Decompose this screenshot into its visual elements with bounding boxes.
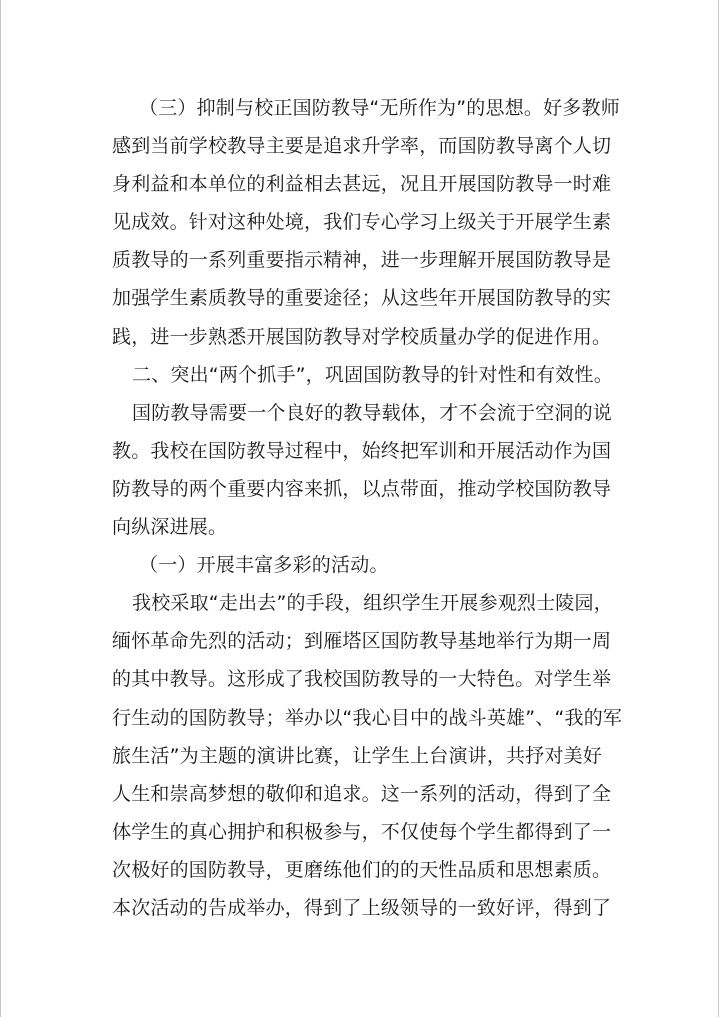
text-line: 感到当前学校教导主要是追求升学率，而国防教导离个人切 <box>112 135 612 158</box>
text-line: 缅怀革命先烈的活动；到雁塔区国防教导基地举行为期一周 <box>112 630 612 653</box>
text-line: 本次活动的告成举办，得到了上级领导的一致好评，得到了 <box>112 896 612 919</box>
text-line: 加强学生素质教导的重要途径；从这些年开展国防教导的实 <box>112 287 612 310</box>
text-line: 旅生活”为主题的演讲比赛，让学生上台演讲，共抒对美好 <box>112 744 603 767</box>
text-line: 人生和崇高梦想的敬仰和追求。这一系列的活动，得到了全 <box>112 782 612 805</box>
text-line: 向纵深进展。 <box>112 516 228 539</box>
document-body <box>112 89 622 927</box>
text-line: （三）抑制与校正国防教导“无所作为”的思想。好多教师 <box>139 97 620 119</box>
text-line: 质教导的一系列重要指示精神，进一步理解开展国防教导是 <box>112 249 612 272</box>
text-line: 防教导的两个重要内容来抓，以点带面，推动学校国防教导 <box>112 477 612 500</box>
text-line: 我校采取“走出去”的手段，组织学生开展参观烈士陵园， <box>132 592 613 615</box>
section-heading: 二、突出“两个抓手”，巩固国防教导的针对性和有效性。 <box>132 363 613 386</box>
text-line: 见成效。针对这种处境，我们专心学习上级关于开展学生素 <box>112 211 612 234</box>
subsection-heading: （一）开展丰富多彩的活动。 <box>139 554 389 577</box>
text-line: 体学生的真心拥护和积极参与，不仅使每个学生都得到了一 <box>112 820 612 843</box>
text-line: 的其中教导。这形成了我校国防教导的一大特色。对学生举 <box>112 668 612 691</box>
text-line: 身利益和本单位的利益相去甚远，况且开展国防教导一时难 <box>112 173 612 196</box>
text-line: 践，进一步熟悉开展国防教导对学校质量办学的促进作用。 <box>112 325 612 348</box>
text-line: 行生动的国防教导；举办以“我心目中的战斗英雄”、“我的军 <box>112 706 623 729</box>
text-line: 次极好的国防教导，更磨练他们的的天性品质和思想素质。 <box>112 858 612 881</box>
text-line: 教。我校在国防教导过程中，始终把军训和开展活动作为国 <box>112 439 612 462</box>
text-line: 国防教导需要一个良好的教导载体，才不会流于空洞的说 <box>132 401 613 424</box>
